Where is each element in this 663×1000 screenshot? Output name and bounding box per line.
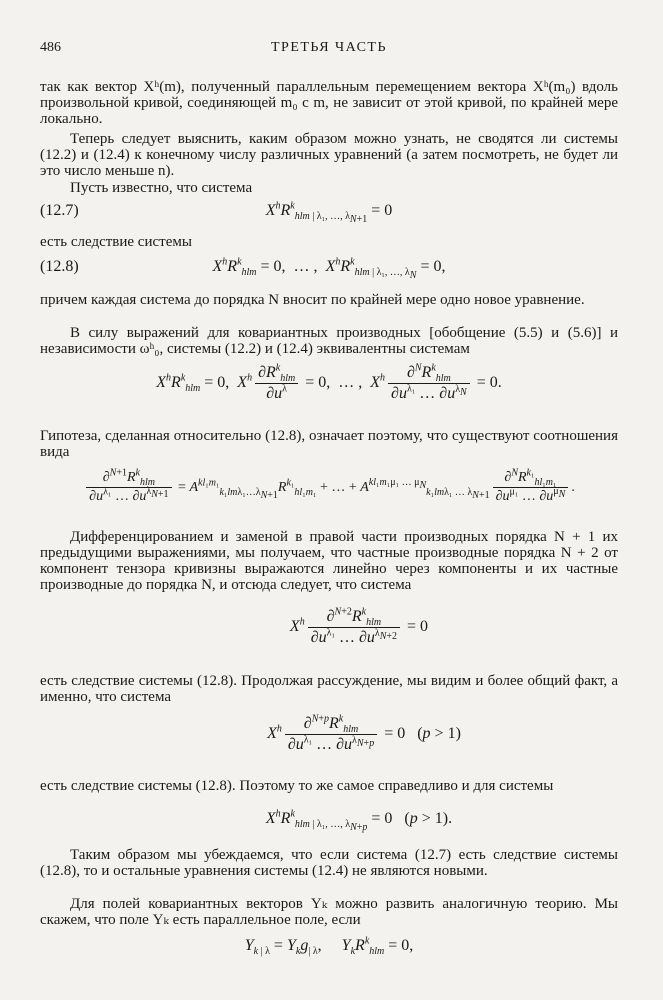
paragraph-11: Таким образом мы убеждаемся, что если система (12.7) есть следствие системы (12.8), то и остальные уравнения системы (12.4) не являются новыми. bbox=[40, 847, 618, 879]
equation-order-n-plus-2: $X^h$ $\frac{\partial^{N+2}R^k_{hlm}}{\partial u^{\lambda_1} \dots \partial u^{\lambda_{N+2}}}$ = 0 bbox=[289, 606, 429, 646]
equation-12-7: (12.7) $X^hR^k_{hlm | \lambda_1, \dots, \lambda_{N+1}} = 0$ bbox=[40, 200, 393, 226]
equation-equivalent-systems: $X^hR^k_{hlm} = 0$, $X^h$ $\frac{\partial R^k_{hlm}}{\partial u^\lambda}$ = 0, … , $X^h$ $\frac{\partial^NR^k_{hlm}}{\partial u^{\lambda_1} \dots \partial u^{\lambda_N}}$ = 0. bbox=[156, 362, 502, 402]
paragraph-10: есть следствие системы (12.8). Поэтому то же самое справедливо и для системы bbox=[40, 778, 554, 794]
page-header bbox=[40, 40, 618, 60]
paragraph-5: причем каждая система до порядка N вносит по крайней мере одно новое уравнение. bbox=[40, 292, 585, 308]
paragraph-7: Гипотеза, сделанная относительно (12.8), означает поэтому, что существуют соотношения вида bbox=[40, 428, 618, 460]
paragraph-1: так как вектор Xʰ(m), полученный параллельным перемещением вектора Xʰ(m₀) вдоль произвольной кривой, соединяющей m₀ с m, не зависит от этой кривой, по крайней мере локально. bbox=[40, 79, 618, 127]
page-number: 486 bbox=[40, 40, 61, 55]
equation-order-n-plus-p: $X^h$ $\frac{\partial^{N+p}R^k_{hlm}}{\partial u^{\lambda_1} \dots \partial u^{\lambda_{N+p}}}$ = 0 (p > 1) bbox=[267, 713, 461, 753]
paragraph-2: Теперь следует выяснить, каким образом можно узнать, не сводятся ли системы (12.2) и (12.4) к конечному числу различных уравнений (а затем посмотреть, не будет ли это число меньше n). bbox=[40, 131, 618, 179]
paragraph-4: есть следствие системы bbox=[40, 234, 192, 250]
paragraph-3: Пусть известно, что система bbox=[70, 180, 253, 196]
equation-12-8: (12.8) $X^hR^k_{hlm} = 0$, … , $X^hR^k_{hlm | \lambda_1, \dots, \lambda_N} = 0$, bbox=[40, 256, 446, 282]
equation-relations: $\frac{\partial^{N+1}R^k_{hlm}}{\partial u^{\lambda_1} \dots \partial u^{\lambda_{N+1}}}$ = $A^{kl_1m_1}_{k_1lm\lambda_1\dots\lambda_{N+1}}R^{k_1}_{hl_1m_1}$ + … + $A^{kl_1m_1\mu_1 \dots \mu_N}_{k_1lm\lambda_1 \dots \lambda_{N+1}}$ $\frac{\partial^NR^{k_1}_{hl_1m_1}}{\partial u^{\mu_1} \dots \partial u^{\mu_N}}$ . bbox=[40, 470, 618, 505]
equation-parallel-field: $Y_{k | \lambda} = Y_kg_{| \lambda}$, $Y_kR^k_{hlm} = 0$, bbox=[244, 935, 414, 958]
equation-label: (12.7) bbox=[40, 202, 79, 219]
paragraph-12: Для полей ковариантных векторов Yₖ можно развить аналогичную теорию. Мы скажем, что поле Yₖ есть параллельное поле, если bbox=[40, 896, 618, 928]
paragraph-6: В силу выражений для ковариантных производных [обобщение (5.5) и (5.6)] и независимости ωʰ₀, системы (12.2) и (12.4) эквивалентны системам bbox=[40, 325, 618, 357]
equation-covariant-n-plus-p: $X^hR^k_{hlm | \lambda_1, \dots, \lambda_{N+p}} = 0$ (p > 1). bbox=[265, 808, 453, 834]
paragraph-8: Дифференцированием и заменой в правой части производных порядка N + 1 их предыдущими выражениями, мы получаем, что частные производные порядка N + 2 от компонент тензора кривизны выражаются линейно через компоненты и их частные производные до порядка N, и отсюда следует, что система bbox=[40, 529, 618, 593]
running-title: ТРЕТЬЯ ЧАСТЬ bbox=[270, 40, 387, 55]
equation-label: (12.8) bbox=[40, 258, 79, 275]
paragraph-9: есть следствие системы (12.8). Продолжая рассуждение, мы видим и более общий факт, а именно, что система bbox=[40, 673, 618, 705]
